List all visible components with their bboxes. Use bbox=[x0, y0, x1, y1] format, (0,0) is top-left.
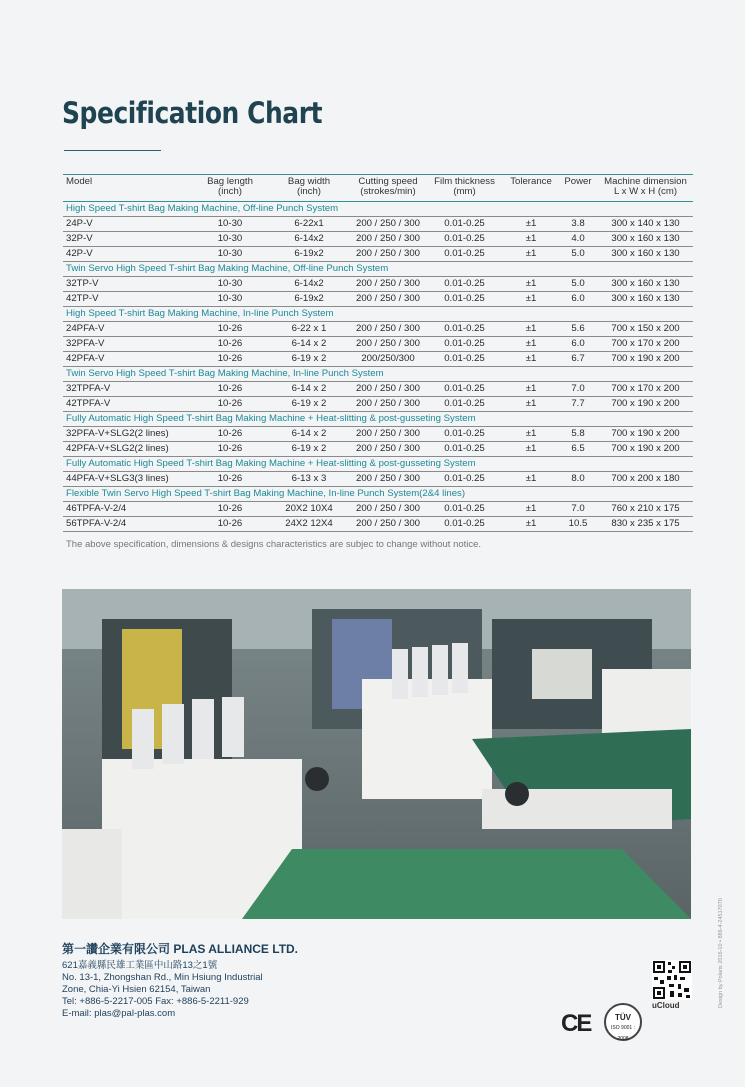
header-model: Model bbox=[63, 175, 193, 202]
cell-machine-dimension: 300 x 160 x 130 bbox=[598, 247, 693, 262]
table-section-row bbox=[63, 262, 693, 277]
table-row bbox=[63, 217, 693, 232]
header-cutting-speed: Cutting speed (strokes/min) bbox=[351, 175, 425, 202]
cell-power: 4.0 bbox=[558, 232, 598, 247]
cell-tolerance: ±1 bbox=[504, 427, 558, 442]
cell-bag-width: 6-19 x 2 bbox=[267, 397, 351, 412]
cell-film-thickness: 0.01-0.25 bbox=[425, 247, 504, 262]
cell-bag-width: 20X2 10X4 bbox=[267, 502, 351, 517]
cell-bag-length: 10-26 bbox=[193, 517, 267, 532]
cell-model: 32PFA-V+SLG2(2 lines) bbox=[63, 427, 193, 442]
cell-film-thickness: 0.01-0.25 bbox=[425, 382, 504, 397]
header-bag-width: Bag width (inch) bbox=[267, 175, 351, 202]
cell-machine-dimension: 700 x 190 x 200 bbox=[598, 397, 693, 412]
cell-power: 8.0 bbox=[558, 472, 598, 487]
cell-machine-dimension: 700 x 150 x 200 bbox=[598, 322, 693, 337]
cell-film-thickness: 0.01-0.25 bbox=[425, 232, 504, 247]
specification-table bbox=[63, 174, 693, 532]
cell-model: 24P-V bbox=[63, 217, 193, 232]
cell-cutting-speed: 200 / 250 / 300 bbox=[351, 442, 425, 457]
cell-power: 7.0 bbox=[558, 502, 598, 517]
table-section-row bbox=[63, 487, 693, 502]
table-section-row bbox=[63, 202, 693, 217]
cell-bag-width: 6-19 x 2 bbox=[267, 442, 351, 457]
cell-power: 7.7 bbox=[558, 397, 598, 412]
cell-tolerance: ±1 bbox=[504, 352, 558, 367]
cell-power: 5.6 bbox=[558, 322, 598, 337]
title-underline bbox=[64, 150, 161, 151]
cell-cutting-speed: 200 / 250 / 300 bbox=[351, 277, 425, 292]
cell-cutting-speed: 200 / 250 / 300 bbox=[351, 217, 425, 232]
table-section-row bbox=[63, 412, 693, 427]
cell-machine-dimension: 300 x 160 x 130 bbox=[598, 232, 693, 247]
cell-bag-width: 6-14x2 bbox=[267, 232, 351, 247]
table-section-row bbox=[63, 367, 693, 382]
cell-film-thickness: 0.01-0.25 bbox=[425, 292, 504, 307]
factory-machinery-photo bbox=[62, 589, 691, 919]
address-chinese: 621嘉義縣民雄工業區中山路13之1號 bbox=[62, 960, 218, 971]
cell-model: 56TPFA-V-2/4 bbox=[63, 517, 193, 532]
cell-tolerance: ±1 bbox=[504, 502, 558, 517]
table-row bbox=[63, 322, 693, 337]
cell-model: 42TP-V bbox=[63, 292, 193, 307]
company-name: 第一讚企業有限公司 PLAS ALLIANCE LTD. bbox=[62, 942, 299, 956]
design-credit: Design by Polaris 2016-10 • 886-4-24517070 bbox=[718, 898, 724, 1008]
cell-model: 32TP-V bbox=[63, 277, 193, 292]
cell-cutting-speed: 200 / 250 / 300 bbox=[351, 232, 425, 247]
cell-machine-dimension: 700 x 200 x 180 bbox=[598, 472, 693, 487]
cell-power: 10.5 bbox=[558, 517, 598, 532]
cell-tolerance: ±1 bbox=[504, 337, 558, 352]
cell-bag-width: 6-19 x 2 bbox=[267, 352, 351, 367]
cell-machine-dimension: 700 x 170 x 200 bbox=[598, 337, 693, 352]
company-address bbox=[62, 960, 263, 1020]
cell-machine-dimension: 700 x 190 x 200 bbox=[598, 442, 693, 457]
cell-machine-dimension: 700 x 190 x 200 bbox=[598, 427, 693, 442]
cell-tolerance: ±1 bbox=[504, 277, 558, 292]
table-row bbox=[63, 277, 693, 292]
cell-power: 5.0 bbox=[558, 247, 598, 262]
cell-bag-length: 10-30 bbox=[193, 232, 267, 247]
cell-bag-length: 10-26 bbox=[193, 352, 267, 367]
cell-film-thickness: 0.01-0.25 bbox=[425, 277, 504, 292]
cell-model: 46TPFA-V-2/4 bbox=[63, 502, 193, 517]
cell-bag-length: 10-26 bbox=[193, 397, 267, 412]
cell-tolerance: ±1 bbox=[504, 292, 558, 307]
table-row bbox=[63, 397, 693, 412]
table-row bbox=[63, 247, 693, 262]
cell-bag-width: 6-13 x 3 bbox=[267, 472, 351, 487]
section-title: High Speed T-shirt Bag Making Machine, In-line Punch System bbox=[63, 307, 693, 322]
cell-tolerance: ±1 bbox=[504, 397, 558, 412]
cell-cutting-speed: 200 / 250 / 300 bbox=[351, 382, 425, 397]
header-power: Power bbox=[558, 175, 598, 202]
table-header-row bbox=[63, 175, 693, 202]
table-row bbox=[63, 337, 693, 352]
cell-film-thickness: 0.01-0.25 bbox=[425, 427, 504, 442]
cell-power: 6.7 bbox=[558, 352, 598, 367]
cell-film-thickness: 0.01-0.25 bbox=[425, 517, 504, 532]
cell-bag-width: 6-14 x 2 bbox=[267, 382, 351, 397]
cell-bag-length: 10-26 bbox=[193, 337, 267, 352]
cell-bag-length: 10-26 bbox=[193, 472, 267, 487]
cell-power: 6.0 bbox=[558, 292, 598, 307]
cell-machine-dimension: 700 x 190 x 200 bbox=[598, 352, 693, 367]
cell-film-thickness: 0.01-0.25 bbox=[425, 352, 504, 367]
cell-bag-length: 10-26 bbox=[193, 502, 267, 517]
page-title: Specification Chart bbox=[62, 96, 323, 130]
cell-machine-dimension: 300 x 160 x 130 bbox=[598, 277, 693, 292]
header-film-thickness: Film thickness (mm) bbox=[425, 175, 504, 202]
cell-model: 24PFA-V bbox=[63, 322, 193, 337]
phone-fax: Tel: +886-5-2217-005 Fax: +886-5-2211-929 bbox=[62, 996, 249, 1007]
cell-model: 32P-V bbox=[63, 232, 193, 247]
cell-cutting-speed: 200 / 250 / 300 bbox=[351, 247, 425, 262]
cell-bag-width: 6-19x2 bbox=[267, 247, 351, 262]
cell-tolerance: ±1 bbox=[504, 217, 558, 232]
table-row bbox=[63, 472, 693, 487]
tuv-certification-icon: TÜV ISO 9001 : 2008 bbox=[604, 1003, 642, 1041]
disclaimer-note: The above specification, dimensions & designs characteristics are subjec to change without notice. bbox=[66, 539, 482, 550]
cell-cutting-speed: 200 / 250 / 300 bbox=[351, 337, 425, 352]
cell-power: 7.0 bbox=[558, 382, 598, 397]
cell-film-thickness: 0.01-0.25 bbox=[425, 217, 504, 232]
cell-tolerance: ±1 bbox=[504, 517, 558, 532]
cell-machine-dimension: 300 x 160 x 130 bbox=[598, 292, 693, 307]
cell-bag-length: 10-30 bbox=[193, 292, 267, 307]
cell-machine-dimension: 830 x 235 x 175 bbox=[598, 517, 693, 532]
cell-tolerance: ±1 bbox=[504, 472, 558, 487]
cell-tolerance: ±1 bbox=[504, 442, 558, 457]
cell-bag-length: 10-30 bbox=[193, 247, 267, 262]
ucloud-label: uCloud bbox=[652, 1001, 680, 1010]
cell-tolerance: ±1 bbox=[504, 247, 558, 262]
cell-model: 32PFA-V bbox=[63, 337, 193, 352]
cell-bag-length: 10-26 bbox=[193, 382, 267, 397]
cell-machine-dimension: 300 x 140 x 130 bbox=[598, 217, 693, 232]
cell-model: 42PFA-V+SLG2(2 lines) bbox=[63, 442, 193, 457]
address-line-1: No. 13-1, Zhongshan Rd., Min Hsiung Industrial bbox=[62, 972, 263, 983]
cell-cutting-speed: 200 / 250 / 300 bbox=[351, 322, 425, 337]
cell-cutting-speed: 200 / 250 / 300 bbox=[351, 397, 425, 412]
cell-cutting-speed: 200 / 250 / 300 bbox=[351, 292, 425, 307]
cell-film-thickness: 0.01-0.25 bbox=[425, 442, 504, 457]
table-row bbox=[63, 442, 693, 457]
cell-bag-length: 10-30 bbox=[193, 277, 267, 292]
cell-power: 5.8 bbox=[558, 427, 598, 442]
table-row bbox=[63, 292, 693, 307]
cell-bag-width: 6-14 x 2 bbox=[267, 427, 351, 442]
section-title: Fully Automatic High Speed T-shirt Bag Making Machine + Heat-slitting & post-gusseting System bbox=[63, 412, 693, 427]
cell-tolerance: ±1 bbox=[504, 232, 558, 247]
ce-mark-icon: CE bbox=[561, 1010, 591, 1037]
header-bag-length: Bag length (inch) bbox=[193, 175, 267, 202]
machinery-illustration bbox=[62, 589, 691, 919]
cell-machine-dimension: 760 x 210 x 175 bbox=[598, 502, 693, 517]
specification-rows bbox=[63, 202, 693, 532]
cell-model: 44PFA-V+SLG3(3 lines) bbox=[63, 472, 193, 487]
cell-power: 3.8 bbox=[558, 217, 598, 232]
table-row bbox=[63, 427, 693, 442]
table-row bbox=[63, 232, 693, 247]
cell-film-thickness: 0.01-0.25 bbox=[425, 502, 504, 517]
cell-cutting-speed: 200 / 250 / 300 bbox=[351, 472, 425, 487]
cell-tolerance: ±1 bbox=[504, 322, 558, 337]
cell-bag-width: 6-19x2 bbox=[267, 292, 351, 307]
table-row bbox=[63, 502, 693, 517]
cell-model: 42TPFA-V bbox=[63, 397, 193, 412]
table-row bbox=[63, 517, 693, 532]
cell-bag-length: 10-26 bbox=[193, 442, 267, 457]
header-tolerance: Tolerance bbox=[504, 175, 558, 202]
address-line-2: Zone, Chia-Yi Hsien 62154, Taiwan bbox=[62, 984, 211, 995]
table-row bbox=[63, 382, 693, 397]
cell-bag-width: 24X2 12X4 bbox=[267, 517, 351, 532]
header-machine-dimension: Machine dimension L x W x H (cm) bbox=[598, 175, 693, 202]
email-address: E-mail: plas@pal-plas.com bbox=[62, 1008, 176, 1019]
cell-model: 42P-V bbox=[63, 247, 193, 262]
cell-tolerance: ±1 bbox=[504, 382, 558, 397]
cell-model: 32TPFA-V bbox=[63, 382, 193, 397]
qr-code-icon bbox=[652, 960, 692, 1000]
cell-model: 42PFA-V bbox=[63, 352, 193, 367]
cell-bag-length: 10-30 bbox=[193, 217, 267, 232]
cell-power: 6.5 bbox=[558, 442, 598, 457]
section-title: Twin Servo High Speed T-shirt Bag Making Machine, In-line Punch System bbox=[63, 367, 693, 382]
cell-bag-width: 6-22 x 1 bbox=[267, 322, 351, 337]
cell-film-thickness: 0.01-0.25 bbox=[425, 337, 504, 352]
section-title: High Speed T-shirt Bag Making Machine, Off-line Punch System bbox=[63, 202, 693, 217]
cell-bag-length: 10-26 bbox=[193, 427, 267, 442]
cell-cutting-speed: 200 / 250 / 300 bbox=[351, 427, 425, 442]
cell-bag-width: 6-14 x 2 bbox=[267, 337, 351, 352]
cell-bag-width: 6-14x2 bbox=[267, 277, 351, 292]
cell-cutting-speed: 200 / 250 / 300 bbox=[351, 502, 425, 517]
section-title: Twin Servo High Speed T-shirt Bag Making Machine, Off-line Punch System bbox=[63, 262, 693, 277]
cell-bag-width: 6-22x1 bbox=[267, 217, 351, 232]
section-title: Fully Automatic High Speed T-shirt Bag Making Machine + Heat-slitting & post-gusseting System bbox=[63, 457, 693, 472]
cell-bag-length: 10-26 bbox=[193, 322, 267, 337]
table-section-row bbox=[63, 457, 693, 472]
cell-machine-dimension: 700 x 170 x 200 bbox=[598, 382, 693, 397]
section-title: Flexible Twin Servo High Speed T-shirt Bag Making Machine, In-line Punch System(2&4 lines) bbox=[63, 487, 693, 502]
cell-power: 5.0 bbox=[558, 277, 598, 292]
table-row bbox=[63, 352, 693, 367]
cell-film-thickness: 0.01-0.25 bbox=[425, 322, 504, 337]
table-section-row bbox=[63, 307, 693, 322]
cell-cutting-speed: 200 / 250 / 300 bbox=[351, 517, 425, 532]
cell-cutting-speed: 200/250/300 bbox=[351, 352, 425, 367]
cell-film-thickness: 0.01-0.25 bbox=[425, 472, 504, 487]
cell-film-thickness: 0.01-0.25 bbox=[425, 397, 504, 412]
cell-power: 6.0 bbox=[558, 337, 598, 352]
